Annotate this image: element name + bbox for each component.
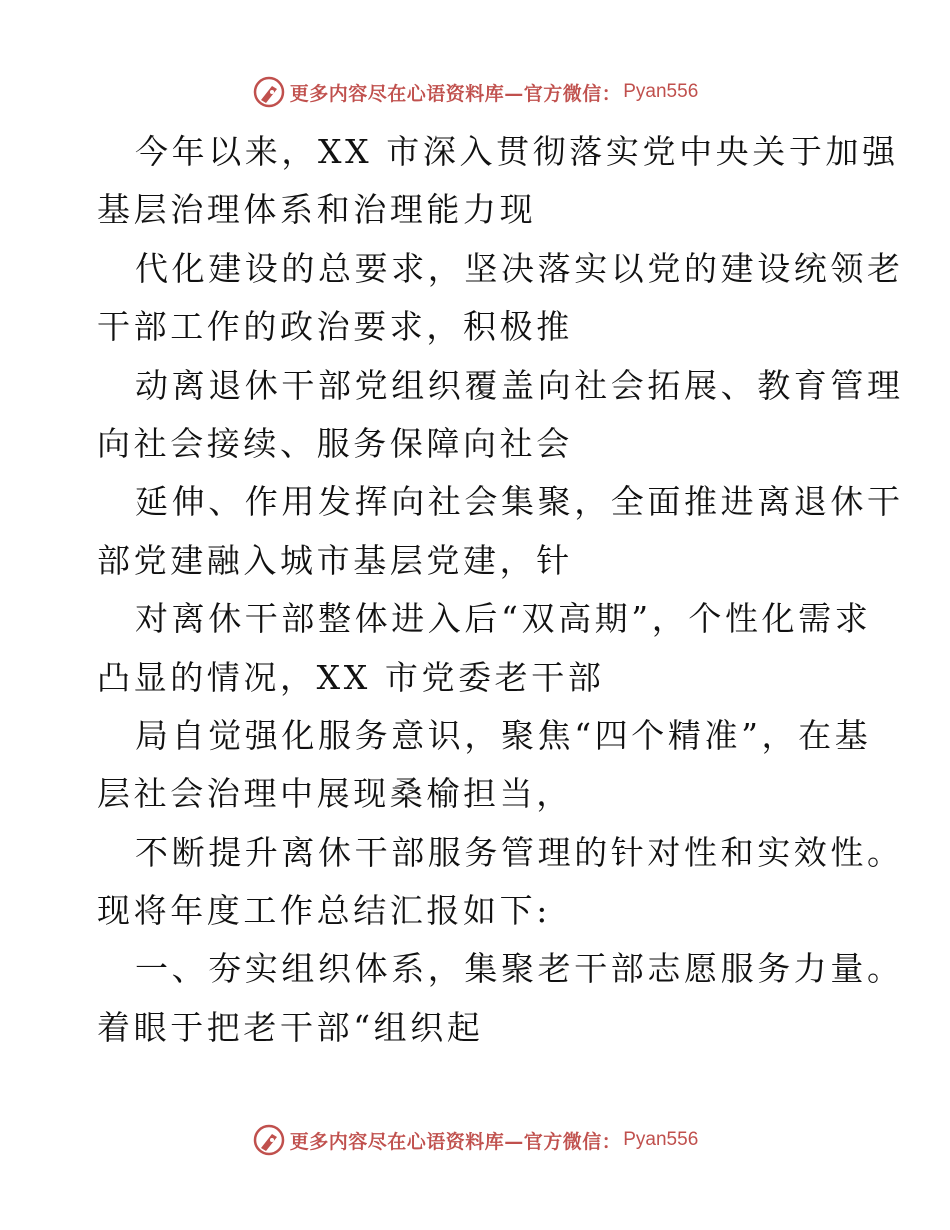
text-line: 凸显的情况，XX 市党委老干部: [97, 657, 605, 697]
text-line: 一、夯实组织体系，集聚老干部志愿服务力量。: [135, 949, 904, 989]
text-line: 局自觉强化服务意识，聚焦“四个精准”，在基: [135, 715, 872, 755]
pen-nib-circle-icon: [252, 1123, 286, 1157]
text-line: 对离休干部整体进入后“双高期”，个性化需求: [135, 599, 872, 639]
text-line: 延伸、作用发挥向社会集聚，全面推进离退休干: [135, 482, 904, 522]
text-line: 今年以来，XX 市深入贯彻落实党中央关于加强: [135, 132, 899, 171]
watermark-text: 更多内容尽在心语资料库—官方微信：: [289, 1130, 622, 1153]
watermark-wechat-id: Pyan556: [623, 81, 699, 102]
text-line: 向社会接续、服务保障向社会: [97, 423, 573, 463]
text-line: 代化建设的总要求，坚决落实以党的建设统领老: [135, 248, 904, 288]
text-line: 部党建融入城市基层党建，针: [97, 540, 573, 580]
pen-nib-circle-icon: [252, 75, 286, 109]
text-line: 层社会治理中展现桑榆担当，: [97, 774, 573, 814]
text-line: 现将年度工作总结汇报如下:: [97, 891, 551, 931]
watermark-text: 更多内容尽在心语资料库—官方微信：: [289, 82, 622, 105]
text-line: 不断提升离休干部服务管理的针对性和实效性。: [135, 832, 904, 872]
body-text: [97, 123, 904, 1057]
text-line: 干部工作的政治要求，积极推: [97, 307, 573, 347]
text-line: 动离退休干部党组织覆盖向社会拓展、教育管理: [135, 365, 904, 405]
text-line: 基层治理体系和治理能力现: [97, 190, 537, 230]
header-watermark: [0, 72, 950, 112]
text-line: 着眼于把老干部“组织起: [97, 1007, 484, 1047]
watermark-wechat-id: Pyan556: [623, 1129, 699, 1150]
footer-watermark: [0, 1120, 950, 1160]
